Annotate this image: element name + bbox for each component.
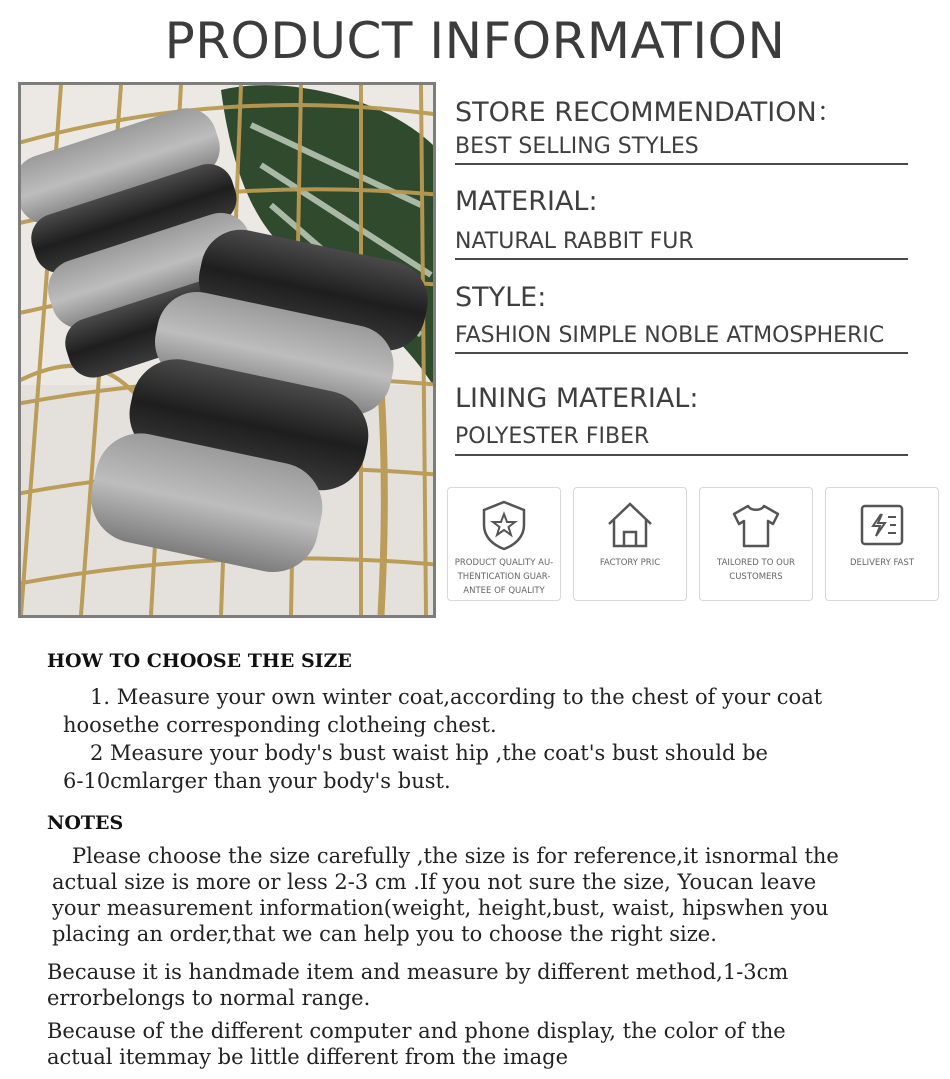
feature-label	[448, 556, 560, 598]
tshirt-icon	[729, 498, 783, 552]
spec-label-style: STYLE:	[455, 282, 547, 313]
feature-label	[826, 556, 938, 570]
fur-cuffs-image	[21, 85, 433, 615]
size-guide-line: 2 Measure your body's bust waist hip ,the coat's bust should be	[90, 741, 768, 765]
feature-factory-price-badge	[573, 487, 687, 601]
size-guide-heading: HOW TO CHOOSE THE SIZE	[47, 650, 352, 672]
feature-quality-badge	[447, 487, 561, 601]
spec-value-material: NATURAL RABBIT FUR	[455, 229, 694, 254]
spec-value-store-recommendation: BEST SELLING STYLES	[455, 134, 699, 159]
spec-value-lining-material: POLYESTER FIBER	[455, 424, 650, 449]
notes-line: placing an order,that we can help you to choose the right size.	[52, 922, 717, 946]
feature-delivery-badge	[825, 487, 939, 601]
size-guide-line: 6-10cmlarger than your body's bust.	[63, 769, 451, 793]
divider	[455, 352, 908, 354]
divider	[455, 454, 908, 456]
feature-label-line: CUSTOMERS	[729, 572, 783, 582]
feature-label-line: FACTORY PRIC	[599, 558, 661, 568]
feature-label-line: TAILORED TO OUR	[717, 558, 795, 568]
feature-label	[574, 556, 686, 570]
notes-heading: NOTES	[47, 812, 124, 834]
feature-label-line: DELIVERY FAST	[849, 558, 915, 568]
house-icon	[603, 498, 657, 552]
notes-line: actual size is more or less 2-3 cm .If you not sure the size, Youcan leave	[52, 870, 817, 894]
shield-star-icon	[477, 498, 531, 552]
feature-tailored-badge	[699, 487, 813, 601]
size-guide-line: hoosethe corresponding clotheing chest.	[63, 713, 497, 737]
feature-label	[700, 556, 812, 584]
notes-line: Please choose the size carefully ,the size is for reference,it isnormal the	[72, 844, 839, 868]
size-guide-line: 1. Measure your own winter coat,according to the chest of your coat	[90, 685, 823, 709]
divider	[455, 163, 908, 165]
fast-delivery-icon	[855, 498, 909, 552]
divider	[455, 258, 908, 260]
spec-value-style: FASHION SIMPLE NOBLE ATMOSPHERIC	[455, 323, 885, 348]
feature-label-line: THENTICATION GUAR-	[457, 572, 551, 582]
spec-label-store-recommendation: STORE RECOMMENDATION：	[455, 97, 844, 128]
spec-label-lining-material: LINING MATERIAL:	[455, 383, 699, 414]
product-photo	[18, 82, 436, 618]
notes-line: Because of the different computer and phone display, the color of the	[47, 1019, 786, 1043]
notes-line: errorbelongs to normal range.	[47, 986, 371, 1010]
notes-line: actual itemmay be little different from the image	[47, 1045, 569, 1069]
feature-label-line: ANTEE OF QUALITY	[463, 586, 545, 596]
feature-label-line: PRODUCT QUALITY AU-	[454, 558, 554, 568]
notes-line: your measurement information(weight, height,bust, waist, hipswhen you	[52, 896, 829, 920]
page-title: PRODUCT INFORMATION	[164, 12, 786, 70]
notes-line: Because it is handmade item and measure by different method,1-3cm	[47, 960, 789, 984]
spec-label-material: MATERIAL:	[455, 186, 598, 217]
